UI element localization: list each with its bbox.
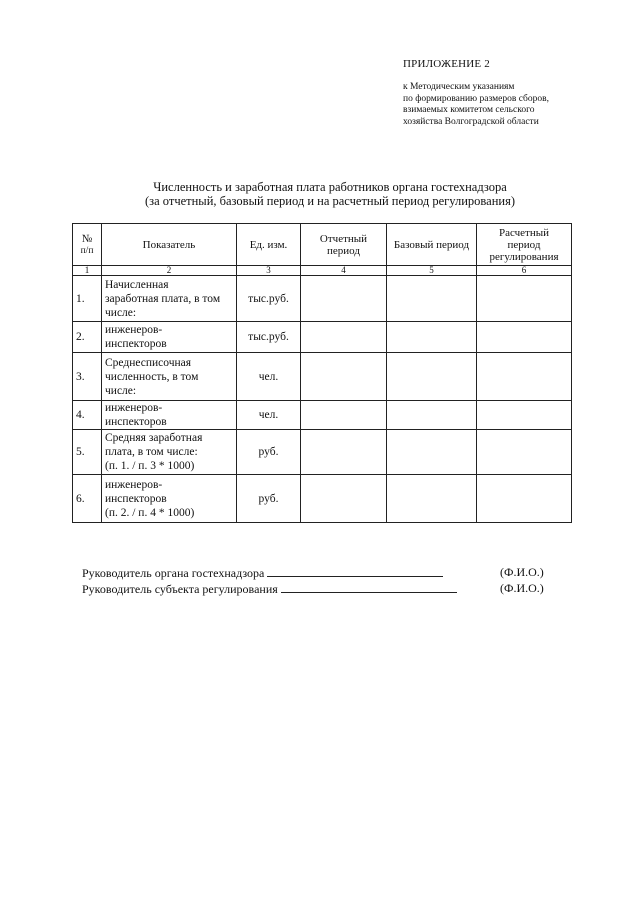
row-indicator [102, 430, 237, 475]
header-reporting [301, 224, 387, 266]
row-indicator [102, 353, 237, 401]
indicator-line: инспекторов [105, 338, 167, 350]
indicator-line: инспекторов [105, 492, 167, 505]
indicator-line: числе: [105, 384, 137, 397]
title-line-1: Численность и заработная плата работников органа гостехнадзора [153, 180, 507, 194]
row-no: 4. [73, 401, 102, 430]
indicator-line: инженеров- [105, 324, 163, 336]
column-number: 1 [73, 266, 102, 276]
header-estimated-line: период [507, 238, 541, 251]
indicator-line: (п. 1. / п. 3 * 1000) [105, 460, 195, 472]
indicator-line: плата, в том числе: [105, 446, 198, 458]
row-estimated-cell [477, 401, 572, 430]
header-reporting-line: период [327, 244, 360, 257]
header-indicator: Показатель [102, 224, 237, 266]
row-reporting-cell [301, 401, 387, 430]
indicator-line: числе: [105, 306, 137, 319]
row-no: 3. [73, 353, 102, 401]
header-estimated-line: регулирования [489, 250, 559, 263]
column-number: 4 [301, 266, 387, 276]
column-number: 2 [102, 266, 237, 276]
column-number: 5 [387, 266, 477, 276]
row-estimated-cell [477, 276, 572, 322]
indicator-line: Начисленная [105, 278, 169, 291]
row-reporting-cell [301, 475, 387, 523]
indicator-line: инспекторов [105, 416, 167, 428]
table-row [73, 401, 572, 430]
row-unit: руб. [237, 475, 301, 523]
row-indicator [102, 401, 237, 430]
appendix-note-line: хозяйства Волгоградской области [403, 116, 539, 127]
row-unit: тыс.руб. [237, 276, 301, 322]
table-row [73, 322, 572, 353]
signature-blank[interactable] [267, 565, 443, 577]
row-reporting-cell [301, 430, 387, 475]
row-base-cell [387, 430, 477, 475]
indicator-line: численность, в том [105, 370, 199, 383]
indicator-line: Среднесписочная [105, 356, 192, 369]
indicator-line: инженеров- [105, 478, 163, 491]
table-row [73, 430, 572, 475]
header-no-line: № [81, 232, 93, 245]
row-base-cell [387, 276, 477, 322]
signature-label: Руководитель органа гостехнадзора [82, 566, 265, 580]
salary-table [72, 223, 572, 523]
header-reporting-line: Отчетный [319, 232, 368, 245]
row-reporting-cell [301, 353, 387, 401]
row-unit: тыс.руб. [237, 322, 301, 353]
row-unit: чел. [237, 353, 301, 401]
appendix-note-line: взимаемых комитетом сельского [403, 105, 535, 115]
header-estimated-line: Расчетный [498, 226, 550, 239]
row-indicator [102, 276, 237, 322]
header-estimated [477, 224, 572, 266]
row-no: 2. [73, 322, 102, 353]
appendix-label: ПРИЛОЖЕНИЕ 2 [403, 58, 490, 70]
row-indicator [102, 322, 237, 353]
title-line-2: (за отчетный, базовый период и на расчетный период регулирования) [145, 194, 515, 208]
column-number: 3 [237, 266, 301, 276]
row-estimated-cell [477, 353, 572, 401]
row-base-cell [387, 401, 477, 430]
column-number-row [73, 266, 572, 276]
signature-blank[interactable] [281, 581, 457, 593]
table-row [73, 475, 572, 523]
header-base: Базовый период [387, 224, 477, 266]
row-no: 1. [73, 276, 102, 322]
signature-line-authority [82, 565, 443, 581]
row-estimated-cell [477, 430, 572, 475]
signature-label: Руководитель субъекта регулирования [82, 582, 278, 596]
document-title [60, 180, 600, 208]
row-no: 5. [73, 430, 102, 475]
fio-label: (Ф.И.О.) [500, 565, 544, 579]
header-no [73, 224, 102, 266]
row-no: 6. [73, 475, 102, 523]
fio-label: (Ф.И.О.) [500, 581, 544, 595]
indicator-line: инженеров- [105, 402, 163, 414]
header-no-line: п/п [80, 245, 94, 256]
row-reporting-cell [301, 322, 387, 353]
row-base-cell [387, 475, 477, 523]
header-unit: Ед. изм. [237, 224, 301, 266]
appendix-note-line: по формированию размеров сборов, [403, 93, 549, 104]
table-header-row [73, 224, 572, 266]
row-estimated-cell [477, 475, 572, 523]
table-row [73, 276, 572, 322]
row-base-cell [387, 353, 477, 401]
row-unit: чел. [237, 401, 301, 430]
row-reporting-cell [301, 276, 387, 322]
row-unit: руб. [237, 430, 301, 475]
signature-line-entity [82, 581, 457, 597]
row-indicator [102, 475, 237, 523]
row-base-cell [387, 322, 477, 353]
row-estimated-cell [477, 322, 572, 353]
indicator-line: Средняя заработная [105, 432, 203, 444]
column-number: 6 [477, 266, 572, 276]
table-row [73, 353, 572, 401]
indicator-line: (п. 2. / п. 4 * 1000) [105, 506, 195, 519]
appendix-note [403, 82, 603, 128]
indicator-line: заработная плата, в том [105, 292, 221, 305]
appendix-note-line: к Методическим указаниям [403, 82, 515, 92]
